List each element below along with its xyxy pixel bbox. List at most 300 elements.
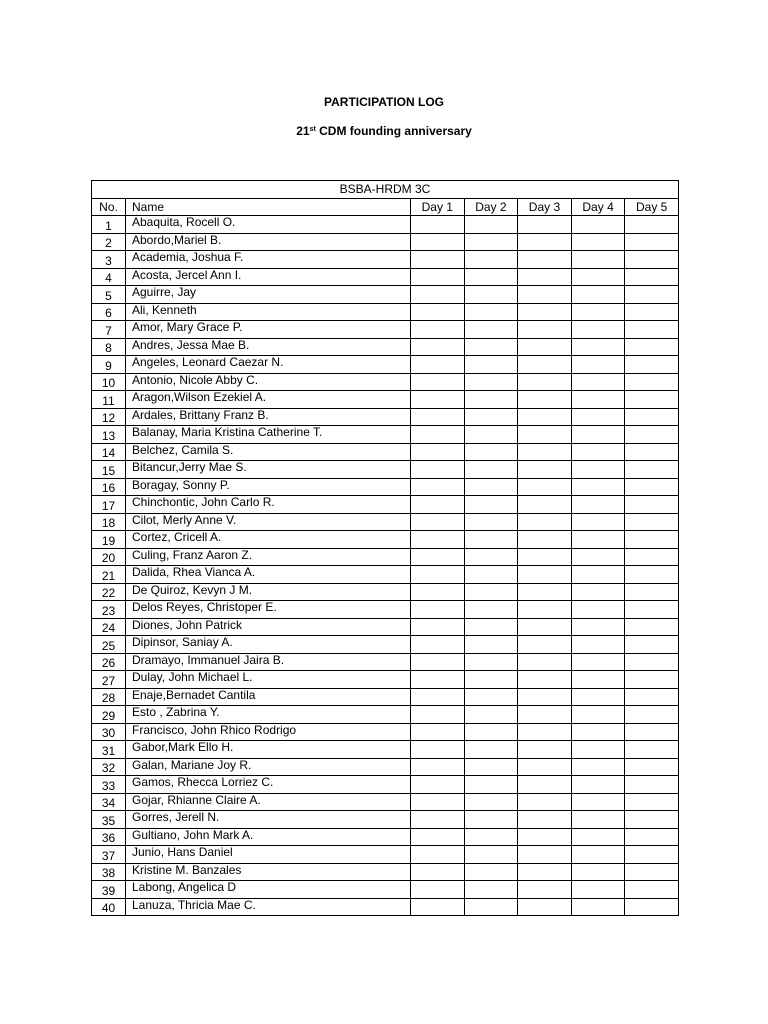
participant-name: Chinchontic, John Carlo R. [126, 496, 411, 514]
header-day-2: Day 2 [464, 198, 518, 216]
table-row [92, 321, 679, 339]
day-3-attendance-cell[interactable] [518, 338, 572, 356]
day-1-attendance-cell[interactable] [411, 776, 465, 794]
day-2-attendance-cell[interactable] [464, 601, 518, 619]
day-4-attendance-cell[interactable] [571, 723, 625, 741]
day-4-attendance-cell[interactable] [571, 618, 625, 636]
day-5-attendance-cell[interactable] [625, 513, 679, 531]
day-3-attendance-cell[interactable] [518, 618, 572, 636]
day-2-attendance-cell[interactable] [464, 671, 518, 689]
day-1-attendance-cell[interactable] [411, 863, 465, 881]
day-5-attendance-cell[interactable] [625, 443, 679, 461]
day-3-attendance-cell[interactable] [518, 426, 572, 444]
day-3-attendance-cell[interactable] [518, 863, 572, 881]
day-5-attendance-cell[interactable] [625, 566, 679, 584]
table-row [92, 356, 679, 374]
participant-name: Acosta, Jercel Ann I. [126, 268, 411, 286]
day-2-attendance-cell[interactable] [464, 391, 518, 409]
day-4-attendance-cell[interactable] [571, 601, 625, 619]
day-3-attendance-cell[interactable] [518, 513, 572, 531]
day-1-attendance-cell[interactable] [411, 391, 465, 409]
row-number: 29 [92, 706, 126, 724]
day-1-attendance-cell[interactable] [411, 216, 465, 234]
day-4-attendance-cell[interactable] [571, 268, 625, 286]
table-row [92, 461, 679, 479]
day-2-attendance-cell[interactable] [464, 408, 518, 426]
row-number: 32 [92, 758, 126, 776]
day-2-attendance-cell[interactable] [464, 338, 518, 356]
row-number: 19 [92, 531, 126, 549]
day-5-attendance-cell[interactable] [625, 776, 679, 794]
day-5-attendance-cell[interactable] [625, 706, 679, 724]
day-5-attendance-cell[interactable] [625, 548, 679, 566]
day-3-attendance-cell[interactable] [518, 566, 572, 584]
day-3-attendance-cell[interactable] [518, 531, 572, 549]
document-subtitle [0, 124, 768, 138]
row-number: 33 [92, 776, 126, 794]
day-3-attendance-cell[interactable] [518, 321, 572, 339]
day-1-attendance-cell[interactable] [411, 233, 465, 251]
day-4-attendance-cell[interactable] [571, 688, 625, 706]
day-3-attendance-cell[interactable] [518, 443, 572, 461]
day-2-attendance-cell[interactable] [464, 513, 518, 531]
row-number: 15 [92, 461, 126, 479]
participant-name: Galan, Mariane Joy R. [126, 758, 411, 776]
day-2-attendance-cell[interactable] [464, 461, 518, 479]
day-5-attendance-cell[interactable] [625, 461, 679, 479]
table-row [92, 531, 679, 549]
day-1-attendance-cell[interactable] [411, 548, 465, 566]
day-5-attendance-cell[interactable] [625, 478, 679, 496]
day-1-attendance-cell[interactable] [411, 478, 465, 496]
table-row [92, 618, 679, 636]
participant-name: Amor, Mary Grace P. [126, 321, 411, 339]
participant-name: Angeles, Leonard Caezar N. [126, 356, 411, 374]
row-number: 5 [92, 286, 126, 304]
row-number: 40 [92, 898, 126, 916]
row-number: 6 [92, 303, 126, 321]
day-2-attendance-cell[interactable] [464, 863, 518, 881]
day-5-attendance-cell[interactable] [625, 688, 679, 706]
day-3-attendance-cell[interactable] [518, 688, 572, 706]
participant-name: Aragon,Wilson Ezekiel A. [126, 391, 411, 409]
day-2-attendance-cell[interactable] [464, 286, 518, 304]
day-3-attendance-cell[interactable] [518, 373, 572, 391]
participant-name: Lanuza, Thricia Mae C. [126, 898, 411, 916]
table-row [92, 793, 679, 811]
day-5-attendance-cell[interactable] [625, 356, 679, 374]
day-3-attendance-cell[interactable] [518, 496, 572, 514]
day-4-attendance-cell[interactable] [571, 251, 625, 269]
table-row [92, 513, 679, 531]
table-row [92, 863, 679, 881]
row-number: 3 [92, 251, 126, 269]
participant-name: Dalida, Rhea Vianca A. [126, 566, 411, 584]
table-row [92, 251, 679, 269]
day-3-attendance-cell[interactable] [518, 636, 572, 654]
participant-name: Bitancur,Jerry Mae S. [126, 461, 411, 479]
day-3-attendance-cell[interactable] [518, 548, 572, 566]
day-2-attendance-cell[interactable] [464, 741, 518, 759]
row-number: 9 [92, 356, 126, 374]
day-5-attendance-cell[interactable] [625, 426, 679, 444]
day-3-attendance-cell[interactable] [518, 408, 572, 426]
day-5-attendance-cell[interactable] [625, 828, 679, 846]
participant-name: Abordo,Mariel B. [126, 233, 411, 251]
day-4-attendance-cell[interactable] [571, 758, 625, 776]
day-5-attendance-cell[interactable] [625, 303, 679, 321]
participant-name: Gultiano, John Mark A. [126, 828, 411, 846]
day-1-attendance-cell[interactable] [411, 811, 465, 829]
day-4-attendance-cell[interactable] [571, 321, 625, 339]
row-number: 13 [92, 426, 126, 444]
day-5-attendance-cell[interactable] [625, 846, 679, 864]
day-5-attendance-cell[interactable] [625, 758, 679, 776]
day-2-attendance-cell[interactable] [464, 531, 518, 549]
day-2-attendance-cell[interactable] [464, 496, 518, 514]
table-row [92, 741, 679, 759]
day-2-attendance-cell[interactable] [464, 478, 518, 496]
participant-name: Aguirre, Jay [126, 286, 411, 304]
day-3-attendance-cell[interactable] [518, 811, 572, 829]
row-number: 39 [92, 881, 126, 899]
row-number: 11 [92, 391, 126, 409]
day-2-attendance-cell[interactable] [464, 216, 518, 234]
day-4-attendance-cell[interactable] [571, 811, 625, 829]
day-5-attendance-cell[interactable] [625, 233, 679, 251]
header-day-3: Day 3 [518, 198, 572, 216]
day-4-attendance-cell[interactable] [571, 548, 625, 566]
row-number: 24 [92, 618, 126, 636]
participant-name: Cilot, Merly Anne V. [126, 513, 411, 531]
day-4-attendance-cell[interactable] [571, 408, 625, 426]
day-5-attendance-cell[interactable] [625, 321, 679, 339]
day-5-attendance-cell[interactable] [625, 408, 679, 426]
row-number: 36 [92, 828, 126, 846]
day-4-attendance-cell[interactable] [571, 426, 625, 444]
day-2-attendance-cell[interactable] [464, 828, 518, 846]
day-2-attendance-cell[interactable] [464, 233, 518, 251]
day-2-attendance-cell[interactable] [464, 776, 518, 794]
day-5-attendance-cell[interactable] [625, 496, 679, 514]
day-1-attendance-cell[interactable] [411, 618, 465, 636]
day-2-attendance-cell[interactable] [464, 356, 518, 374]
day-2-attendance-cell[interactable] [464, 688, 518, 706]
day-5-attendance-cell[interactable] [625, 531, 679, 549]
day-1-attendance-cell[interactable] [411, 723, 465, 741]
header-day-5: Day 5 [625, 198, 679, 216]
participant-name: Cortez, Cricell A. [126, 531, 411, 549]
day-1-attendance-cell[interactable] [411, 426, 465, 444]
day-3-attendance-cell[interactable] [518, 706, 572, 724]
participant-name: Gorres, Jerell N. [126, 811, 411, 829]
day-2-attendance-cell[interactable] [464, 548, 518, 566]
day-5-attendance-cell[interactable] [625, 898, 679, 916]
day-3-attendance-cell[interactable] [518, 828, 572, 846]
day-4-attendance-cell[interactable] [571, 286, 625, 304]
day-1-attendance-cell[interactable] [411, 268, 465, 286]
participant-name: Gojar, Rhianne Claire A. [126, 793, 411, 811]
day-1-attendance-cell[interactable] [411, 671, 465, 689]
table-row [92, 478, 679, 496]
day-2-attendance-cell[interactable] [464, 426, 518, 444]
day-4-attendance-cell[interactable] [571, 741, 625, 759]
day-5-attendance-cell[interactable] [625, 216, 679, 234]
table-row [92, 723, 679, 741]
day-1-attendance-cell[interactable] [411, 356, 465, 374]
day-4-attendance-cell[interactable] [571, 496, 625, 514]
row-number: 35 [92, 811, 126, 829]
row-number: 38 [92, 863, 126, 881]
day-3-attendance-cell[interactable] [518, 303, 572, 321]
day-2-attendance-cell[interactable] [464, 793, 518, 811]
day-3-attendance-cell[interactable] [518, 216, 572, 234]
day-3-attendance-cell[interactable] [518, 741, 572, 759]
table-row [92, 303, 679, 321]
row-number: 28 [92, 688, 126, 706]
row-number: 23 [92, 601, 126, 619]
day-2-attendance-cell[interactable] [464, 636, 518, 654]
day-3-attendance-cell[interactable] [518, 286, 572, 304]
table-row [92, 391, 679, 409]
header-no: No. [92, 198, 126, 216]
day-2-attendance-cell[interactable] [464, 811, 518, 829]
day-1-attendance-cell[interactable] [411, 636, 465, 654]
day-2-attendance-cell[interactable] [464, 846, 518, 864]
day-1-attendance-cell[interactable] [411, 496, 465, 514]
row-number: 14 [92, 443, 126, 461]
day-5-attendance-cell[interactable] [625, 863, 679, 881]
table-row [92, 776, 679, 794]
day-4-attendance-cell[interactable] [571, 793, 625, 811]
day-2-attendance-cell[interactable] [464, 443, 518, 461]
table-row [92, 671, 679, 689]
table-row [92, 828, 679, 846]
table-row [92, 811, 679, 829]
day-5-attendance-cell[interactable] [625, 636, 679, 654]
row-number: 20 [92, 548, 126, 566]
day-2-attendance-cell[interactable] [464, 706, 518, 724]
table-row [92, 706, 679, 724]
day-1-attendance-cell[interactable] [411, 688, 465, 706]
day-4-attendance-cell[interactable] [571, 461, 625, 479]
day-4-attendance-cell[interactable] [571, 566, 625, 584]
day-5-attendance-cell[interactable] [625, 268, 679, 286]
participant-name: Junio, Hans Daniel [126, 846, 411, 864]
day-4-attendance-cell[interactable] [571, 583, 625, 601]
row-number: 1 [92, 216, 126, 234]
table-row [92, 426, 679, 444]
day-3-attendance-cell[interactable] [518, 268, 572, 286]
day-3-attendance-cell[interactable] [518, 251, 572, 269]
day-3-attendance-cell[interactable] [518, 653, 572, 671]
day-3-attendance-cell[interactable] [518, 391, 572, 409]
day-1-attendance-cell[interactable] [411, 443, 465, 461]
day-2-attendance-cell[interactable] [464, 373, 518, 391]
day-4-attendance-cell[interactable] [571, 233, 625, 251]
day-4-attendance-cell[interactable] [571, 513, 625, 531]
day-1-attendance-cell[interactable] [411, 706, 465, 724]
day-4-attendance-cell[interactable] [571, 653, 625, 671]
day-1-attendance-cell[interactable] [411, 461, 465, 479]
day-2-attendance-cell[interactable] [464, 268, 518, 286]
table-row [92, 636, 679, 654]
day-3-attendance-cell[interactable] [518, 461, 572, 479]
day-1-attendance-cell[interactable] [411, 601, 465, 619]
day-5-attendance-cell[interactable] [625, 373, 679, 391]
day-2-attendance-cell[interactable] [464, 653, 518, 671]
day-1-attendance-cell[interactable] [411, 321, 465, 339]
table-row [92, 286, 679, 304]
day-4-attendance-cell[interactable] [571, 531, 625, 549]
day-5-attendance-cell[interactable] [625, 391, 679, 409]
day-1-attendance-cell[interactable] [411, 881, 465, 899]
day-1-attendance-cell[interactable] [411, 303, 465, 321]
row-number: 18 [92, 513, 126, 531]
day-1-attendance-cell[interactable] [411, 758, 465, 776]
day-5-attendance-cell[interactable] [625, 618, 679, 636]
day-2-attendance-cell[interactable] [464, 898, 518, 916]
row-number: 8 [92, 338, 126, 356]
day-5-attendance-cell[interactable] [625, 723, 679, 741]
day-5-attendance-cell[interactable] [625, 251, 679, 269]
day-4-attendance-cell[interactable] [571, 373, 625, 391]
day-5-attendance-cell[interactable] [625, 671, 679, 689]
day-3-attendance-cell[interactable] [518, 478, 572, 496]
row-number: 22 [92, 583, 126, 601]
table-row [92, 338, 679, 356]
day-2-attendance-cell[interactable] [464, 321, 518, 339]
day-1-attendance-cell[interactable] [411, 653, 465, 671]
day-4-attendance-cell[interactable] [571, 671, 625, 689]
day-3-attendance-cell[interactable] [518, 671, 572, 689]
day-2-attendance-cell[interactable] [464, 303, 518, 321]
table-row [92, 601, 679, 619]
day-5-attendance-cell[interactable] [625, 583, 679, 601]
day-1-attendance-cell[interactable] [411, 531, 465, 549]
day-3-attendance-cell[interactable] [518, 233, 572, 251]
day-3-attendance-cell[interactable] [518, 723, 572, 741]
day-5-attendance-cell[interactable] [625, 793, 679, 811]
day-5-attendance-cell[interactable] [625, 338, 679, 356]
day-2-attendance-cell[interactable] [464, 881, 518, 899]
day-4-attendance-cell[interactable] [571, 391, 625, 409]
day-3-attendance-cell[interactable] [518, 898, 572, 916]
participant-name: Gamos, Rhecca Lorriez C. [126, 776, 411, 794]
day-4-attendance-cell[interactable] [571, 776, 625, 794]
day-5-attendance-cell[interactable] [625, 811, 679, 829]
day-4-attendance-cell[interactable] [571, 478, 625, 496]
table-row [92, 898, 679, 916]
day-4-attendance-cell[interactable] [571, 898, 625, 916]
participant-name: Gabor,Mark Ello H. [126, 741, 411, 759]
day-1-attendance-cell[interactable] [411, 828, 465, 846]
day-4-attendance-cell[interactable] [571, 303, 625, 321]
day-1-attendance-cell[interactable] [411, 846, 465, 864]
header-day-1: Day 1 [411, 198, 465, 216]
day-3-attendance-cell[interactable] [518, 881, 572, 899]
day-1-attendance-cell[interactable] [411, 513, 465, 531]
table-row [92, 408, 679, 426]
day-3-attendance-cell[interactable] [518, 356, 572, 374]
table-row [92, 216, 679, 234]
day-2-attendance-cell[interactable] [464, 618, 518, 636]
row-number: 37 [92, 846, 126, 864]
day-5-attendance-cell[interactable] [625, 653, 679, 671]
day-5-attendance-cell[interactable] [625, 601, 679, 619]
day-1-attendance-cell[interactable] [411, 566, 465, 584]
table-row [92, 373, 679, 391]
participant-name: Ardales, Brittany Franz B. [126, 408, 411, 426]
participant-name: Balanay, Maria Kristina Catherine T. [126, 426, 411, 444]
participant-name: Francisco, John Rhico Rodrigo [126, 723, 411, 741]
day-1-attendance-cell[interactable] [411, 338, 465, 356]
day-1-attendance-cell[interactable] [411, 373, 465, 391]
day-2-attendance-cell[interactable] [464, 723, 518, 741]
participant-name: Belchez, Camila S. [126, 443, 411, 461]
table-row [92, 443, 679, 461]
day-1-attendance-cell[interactable] [411, 898, 465, 916]
day-2-attendance-cell[interactable] [464, 566, 518, 584]
table-row [92, 566, 679, 584]
day-3-attendance-cell[interactable] [518, 758, 572, 776]
day-3-attendance-cell[interactable] [518, 583, 572, 601]
day-1-attendance-cell[interactable] [411, 408, 465, 426]
day-5-attendance-cell[interactable] [625, 881, 679, 899]
day-2-attendance-cell[interactable] [464, 583, 518, 601]
day-5-attendance-cell[interactable] [625, 286, 679, 304]
day-4-attendance-cell[interactable] [571, 636, 625, 654]
participant-name: Dramayo, Immanuel Jaira B. [126, 653, 411, 671]
table-row [92, 881, 679, 899]
row-number: 4 [92, 268, 126, 286]
row-number: 27 [92, 671, 126, 689]
day-4-attendance-cell[interactable] [571, 443, 625, 461]
day-3-attendance-cell[interactable] [518, 601, 572, 619]
day-3-attendance-cell[interactable] [518, 793, 572, 811]
header-row [92, 198, 679, 216]
day-4-attendance-cell[interactable] [571, 356, 625, 374]
day-3-attendance-cell[interactable] [518, 846, 572, 864]
row-number: 2 [92, 233, 126, 251]
day-4-attendance-cell[interactable] [571, 216, 625, 234]
subtitle-text: CDM founding anniversary [315, 124, 472, 138]
day-4-attendance-cell[interactable] [571, 338, 625, 356]
row-number: 12 [92, 408, 126, 426]
day-1-attendance-cell[interactable] [411, 741, 465, 759]
table-row [92, 653, 679, 671]
table-row [92, 268, 679, 286]
participant-name: Labong, Angelica D [126, 881, 411, 899]
day-2-attendance-cell[interactable] [464, 758, 518, 776]
day-1-attendance-cell[interactable] [411, 286, 465, 304]
day-3-attendance-cell[interactable] [518, 776, 572, 794]
table-row [92, 846, 679, 864]
day-4-attendance-cell[interactable] [571, 706, 625, 724]
day-5-attendance-cell[interactable] [625, 741, 679, 759]
day-1-attendance-cell[interactable] [411, 583, 465, 601]
participant-name: Andres, Jessa Mae B. [126, 338, 411, 356]
subtitle-ordinal-suffix: st [309, 126, 316, 133]
day-4-attendance-cell[interactable] [571, 881, 625, 899]
day-2-attendance-cell[interactable] [464, 251, 518, 269]
day-4-attendance-cell[interactable] [571, 863, 625, 881]
day-4-attendance-cell[interactable] [571, 828, 625, 846]
day-4-attendance-cell[interactable] [571, 846, 625, 864]
day-1-attendance-cell[interactable] [411, 251, 465, 269]
day-1-attendance-cell[interactable] [411, 793, 465, 811]
row-number: 25 [92, 636, 126, 654]
